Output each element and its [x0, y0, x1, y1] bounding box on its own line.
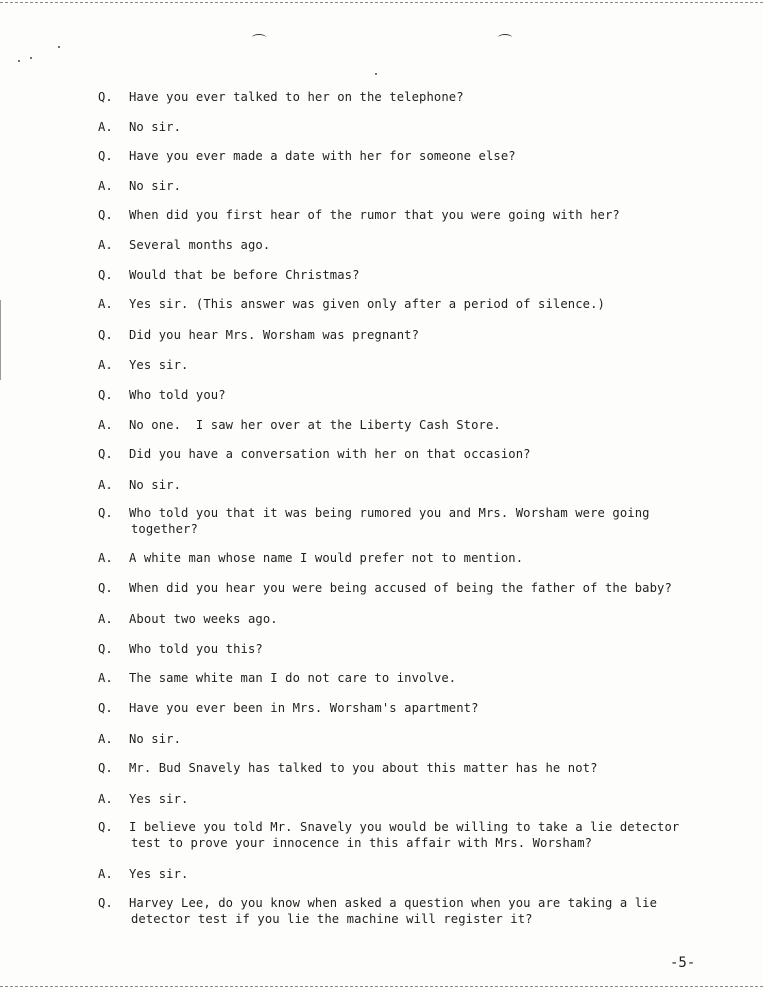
question-text: Have you ever made a date with her for someone else? [129, 149, 516, 163]
question-text: Would that be before Christmas? [129, 268, 360, 282]
punch-mark-right [498, 34, 512, 41]
answer-text: Yes sir. [129, 867, 189, 881]
answer-marker: A. [98, 671, 113, 685]
answer-marker: A. [98, 297, 113, 311]
answer-marker: A. [98, 867, 113, 881]
question-text-continuation: detector test if you lie the machine will register it? [131, 912, 533, 926]
question-text: Mr. Bud Snavely has talked to you about this matter has he not? [129, 761, 598, 775]
answer-text: No sir. [129, 478, 182, 492]
question-text: When did you hear you were being accused of being the father of the baby? [129, 581, 672, 595]
answer-text: No sir. [129, 179, 182, 193]
answer-text: Yes sir. [129, 358, 189, 372]
question-text: When did you first hear of the rumor that you were going with her? [129, 208, 620, 222]
question-text: Who told you this? [129, 642, 263, 656]
answer-marker: A. [98, 612, 113, 626]
question-text: Who told you that it was being rumored you and Mrs. Worsham were going [129, 506, 650, 520]
question-marker: Q. [98, 761, 113, 775]
top-border [0, 2, 763, 3]
punch-mark-left [252, 34, 266, 41]
answer-text: Several months ago. [129, 238, 271, 252]
scan-speck [18, 60, 20, 62]
question-text: Harvey Lee, do you know when asked a question when you are taking a lie [129, 896, 658, 910]
scan-speck [375, 73, 377, 75]
answer-text: No sir. [129, 732, 182, 746]
question-marker: Q. [98, 328, 113, 342]
answer-marker: A. [98, 418, 113, 432]
answer-marker: A. [98, 551, 113, 565]
answer-marker: A. [98, 179, 113, 193]
answer-marker: A. [98, 732, 113, 746]
question-marker: Q. [98, 268, 113, 282]
question-marker: Q. [98, 388, 113, 402]
answer-text: Yes sir. [129, 792, 189, 806]
bottom-border [0, 986, 763, 987]
scan-speck [58, 46, 60, 48]
answer-text: No one. I saw her over at the Liberty Cash Store. [129, 418, 501, 432]
answer-marker: A. [98, 478, 113, 492]
answer-text: The same white man I do not care to involve. [129, 671, 457, 685]
scan-speck [30, 57, 32, 59]
answer-text: Yes sir. (This answer was given only after a period of silence.) [129, 297, 605, 311]
question-marker: Q. [98, 149, 113, 163]
question-text: Have you ever been in Mrs. Worsham's apartment? [129, 701, 479, 715]
question-text: Did you hear Mrs. Worsham was pregnant? [129, 328, 420, 342]
answer-marker: A. [98, 358, 113, 372]
question-text-continuation: together? [131, 522, 198, 536]
page-number: -5- [670, 955, 696, 971]
question-marker: Q. [98, 506, 113, 520]
left-margin-mark [0, 300, 1, 380]
question-marker: Q. [98, 581, 113, 595]
question-marker: Q. [98, 447, 113, 461]
question-text: Did you have a conversation with her on that occasion? [129, 447, 531, 461]
question-text: Who told you? [129, 388, 226, 402]
question-marker: Q. [98, 208, 113, 222]
question-text-continuation: test to prove your innocence in this affair with Mrs. Worsham? [131, 836, 593, 850]
answer-marker: A. [98, 120, 113, 134]
question-marker: Q. [98, 820, 113, 834]
question-text: I believe you told Mr. Snavely you would be willing to take a lie detector [129, 820, 680, 834]
question-text: Have you ever talked to her on the telephone? [129, 90, 464, 104]
answer-text: About two weeks ago. [129, 612, 278, 626]
answer-marker: A. [98, 792, 113, 806]
answer-marker: A. [98, 238, 113, 252]
answer-text: No sir. [129, 120, 182, 134]
question-marker: Q. [98, 90, 113, 104]
question-marker: Q. [98, 701, 113, 715]
answer-text: A white man whose name I would prefer not to mention. [129, 551, 524, 565]
question-marker: Q. [98, 642, 113, 656]
question-marker: Q. [98, 896, 113, 910]
